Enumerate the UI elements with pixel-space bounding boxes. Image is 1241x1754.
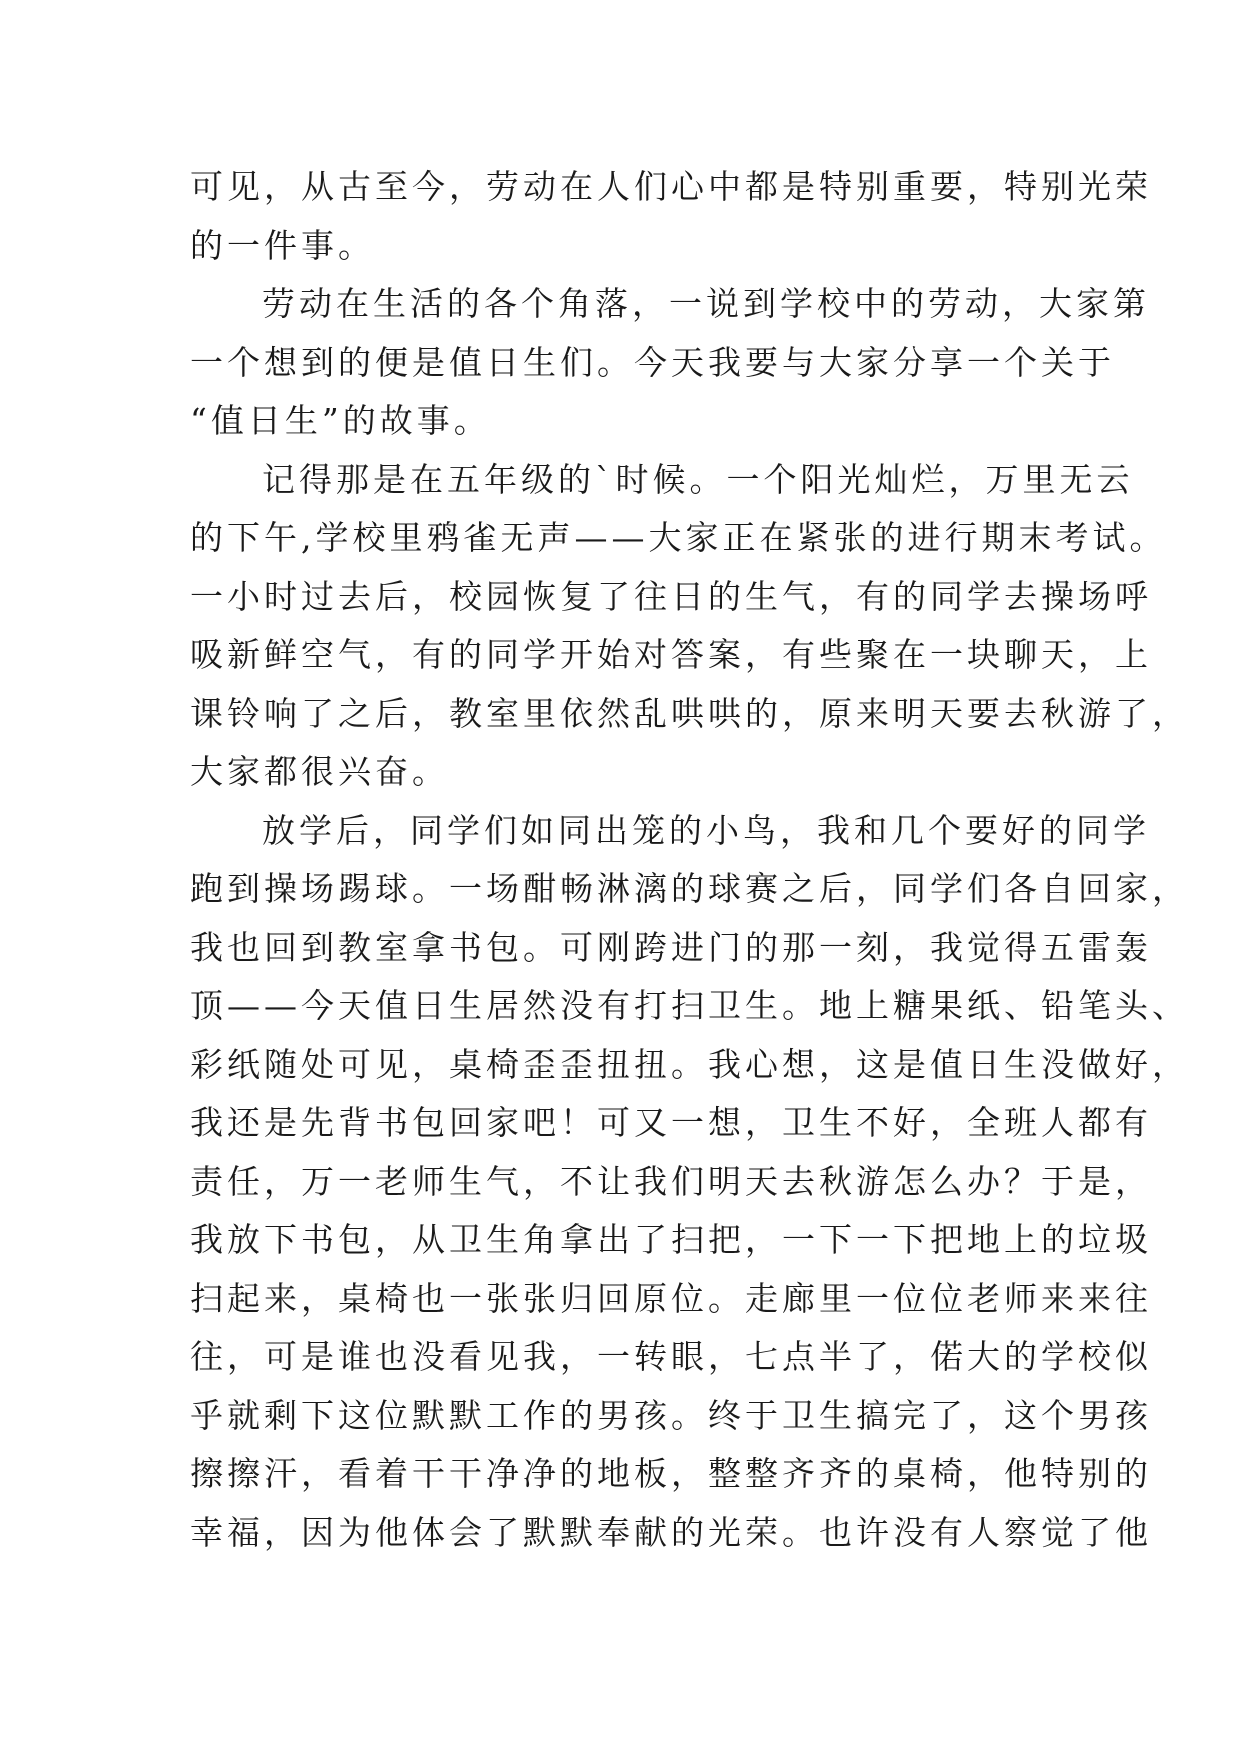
text-line: 我也回到教室拿书包。可刚跨进门的那一刻，我觉得五雷轰 [190,927,1152,967]
text-line: 跑到操场踢球。一场酣畅淋漓的球赛之后，同学们各自回家， [190,869,1189,908]
text-line: 可见，从古至今，劳动在人们心中都是特别重要，特别光荣 [190,167,1152,206]
text-line: 吸新鲜空气，有的同学开始对答案，有些聚在一块聊天，上 [190,635,1152,674]
text-line: 的下午,学校里鸦雀无声——大家正在紧张的进行期末考试。 [190,518,1167,557]
text-line: 课铃响了之后，教室里依然乱哄哄的，原来明天要去秋游了， [190,693,1189,733]
body-text [190,158,1189,1562]
text-line: 幸福，因为他体会了默默奉献的光荣。也许没有人察觉了他 [190,1512,1152,1552]
text-line: 一个想到的便是值日生们。今天我要与大家分享一个关于 [190,342,1115,382]
text-line: 责任，万一老师生气，不让我们明天去秋游怎么办？于是， [190,1161,1152,1201]
paragraph-start-line: 劳动在生活的各个角落，一说到学校中的劳动，大家第 [262,284,1150,323]
text-line: “值日生”的故事。 [190,401,491,440]
paragraph-start-line: 放学后，同学们如同出笼的小鸟，我和几个要好的同学 [262,810,1150,850]
text-line: 乎就剩下这位默默工作的男孩。终于卫生搞完了，这个男孩 [190,1395,1152,1435]
paragraph-start-line: 记得那是在五年级的`时候。一个阳光灿烂，万里无云 [262,459,1134,499]
text-line: 顶——今天值日生居然没有打扫卫生。地上糖果纸、铅笔头、 [190,986,1189,1025]
text-line: 往，可是谁也没看见我，一转眼，七点半了，偌大的学校似 [190,1337,1152,1376]
text-line: 大家都很兴奋。 [190,752,449,791]
text-line: 我还是先背书包回家吧！可又一想，卫生不好，全班人都有 [190,1103,1152,1142]
text-line: 我放下书包，从卫生角拿出了扫把，一下一下把地上的垃圾 [190,1220,1152,1259]
text-line: 一小时过去后，校园恢复了往日的生气，有的同学去操场呼 [190,576,1152,616]
text-line: 彩纸随处可见，桌椅歪歪扭扭。我心想，这是值日生没做好， [190,1044,1189,1084]
text-line: 擦擦汗，看着干干净净的地板，整整齐齐的桌椅，他特别的 [190,1454,1152,1493]
text-line: 的一件事。 [190,225,375,265]
text-line: 扫起来，桌椅也一张张归回原位。走廊里一位位老师来来往 [190,1278,1152,1318]
